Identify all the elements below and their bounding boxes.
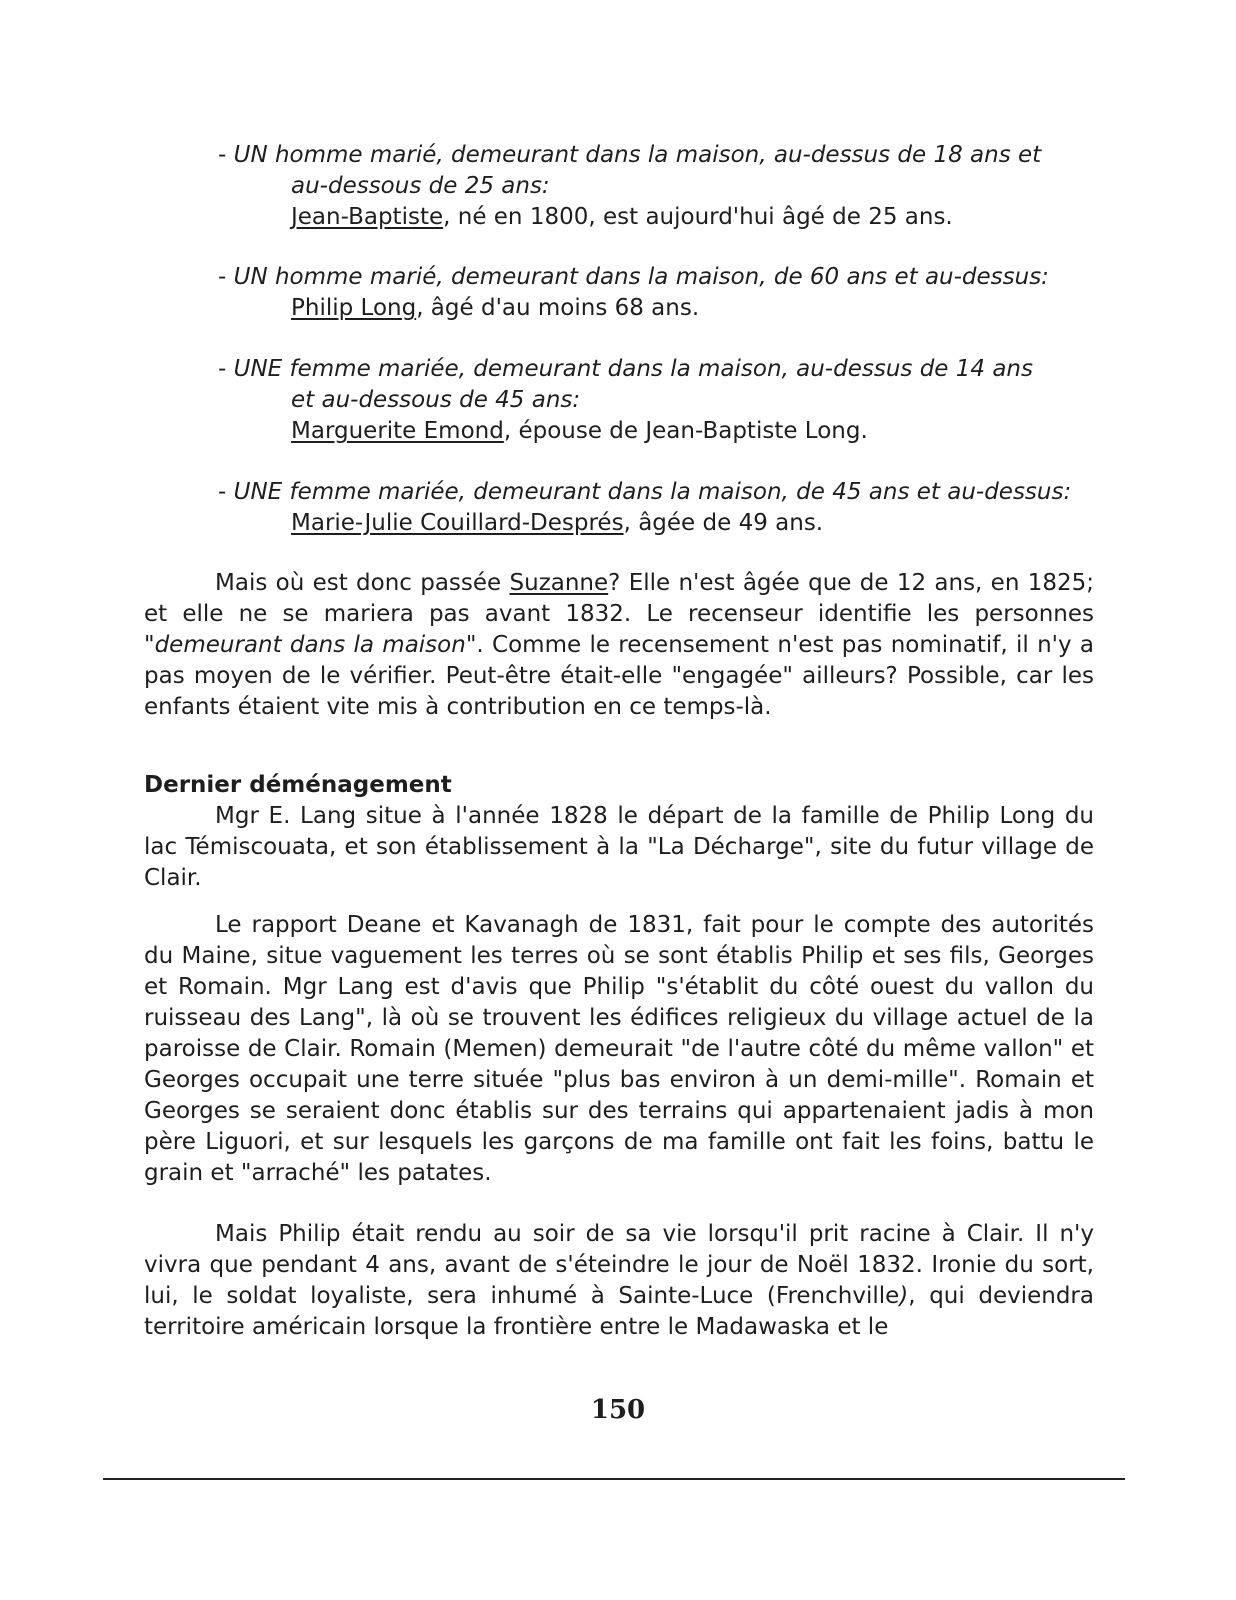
entry-answer [218,508,1098,539]
footer-rule [103,1478,1125,1480]
criterion-line: au-dessous de 25 ans: [291,173,550,199]
quoted-italic: "demeurant dans la maison" [144,632,477,658]
person-detail: , né en 1800, est aujourd'hui âgé de 25 ans. [443,204,953,230]
person-name: Philip Long [291,295,417,321]
entry-dash: - [218,264,234,290]
text-run: Mgr E. Lang situe à l'année 1828 le départ de la famille de Philip Long du lac Témiscouata, et son établissement à la "La Décharge", site du futur village de Clair. [144,803,1094,891]
entry-dash: - [218,479,234,505]
text-run: . Comme le recensement n'est pas nominatif, il n'y a pas moyen de le vérifier. Peut-être était-elle "engagée" ailleurs? Possible, car les enfants étaient vite mis à contribution en ce temps-là. [144,632,1094,720]
text-run: ? Elle n'est âgée que de 12 ans, en 1825; et elle ne se mariera pas avant 1832. Le recenseur identifie les personnes [144,570,1094,627]
person-name: Suzanne [509,570,609,596]
paragraph [144,801,1094,894]
entry-dash: - [218,356,234,382]
criterion-line: UNE femme mariée, demeurant dans la maison, au-dessus de 14 ans [233,356,1033,382]
paragraph [144,1219,1094,1343]
criterion-line: UN homme marié, demeurant dans la maison, au-dessus de 18 ans et [233,142,1042,168]
entry-criterion [218,264,1049,290]
paragraph [144,910,1094,1189]
text-run: Mais Philip était rendu au soir de sa vie lorsqu'il prit racine à Clair. Il n'y vivra que pendant 4 ans, avant de s'éteindre le jour de Noël 1832. Ironie du sort, lui, le soldat loyaliste, sera inhumé à Sainte-Luce (Frenchville [144,1221,1094,1309]
person-detail: , épouse de Jean-Baptiste Long. [503,418,868,444]
page-number: 150 [590,1395,646,1425]
entry-criterion [218,356,1033,382]
census-entry [218,477,1098,539]
person-name: Jean-Baptiste [291,204,444,230]
entry-criterion [218,142,1041,168]
census-entry [218,262,1098,324]
entry-answer [218,293,1098,324]
text-run: Mais où est donc passée [215,570,510,596]
criterion-line: UN homme marié, demeurant dans la maison, de 60 ans et au-dessus: [233,264,1049,290]
person-detail: , âgé d'au moins 68 ans. [416,295,700,321]
person-name: Marguerite Emond [291,418,504,444]
text-run: , qui deviendra territoire américain lorsque la frontière entre le Madawaska et le [144,1283,1094,1340]
census-entry [218,140,1098,233]
text-run: Le rapport Deane et Kavanagh de 1831, fait pour le compte des autorités du Maine, situe vaguement les terres où se sont établis Philip et ses fils, Georges et Romain. Mgr Lang est d'avis que Philip "s'établit du côté ouest du vallon du ruisseau des Lang", là où se trouvent les édifices religieux du village actuel de la paroisse de Clair. Romain (Memen) demeurait "de l'autre côté du même vallon" et Georges occupait une terre située "plus bas environ à un demi-mille". Romain et Georges se seraient donc établis sur des terrains qui appartenaient jadis à mon père Liguori, et sur lesquels les garçons de ma famille ont fait les foins, battu le grain et "arraché" les patates. [144,912,1094,1186]
entry-criterion [218,479,1071,505]
criterion-line: et au-dessous de 45 ans: [291,387,581,413]
entry-answer [218,202,1098,233]
entry-answer [218,416,1098,447]
census-entry [218,354,1098,447]
person-name: Marie-Julie Couillard-Després [291,510,624,536]
section-heading: Dernier déménagement [144,772,452,798]
italic-run: ) [899,1283,909,1309]
paragraph [144,568,1094,723]
person-detail: , âgée de 49 ans. [623,510,824,536]
entry-dash: - [218,142,234,168]
criterion-line: UNE femme mariée, demeurant dans la maison, de 45 ans et au-dessus: [233,479,1072,505]
